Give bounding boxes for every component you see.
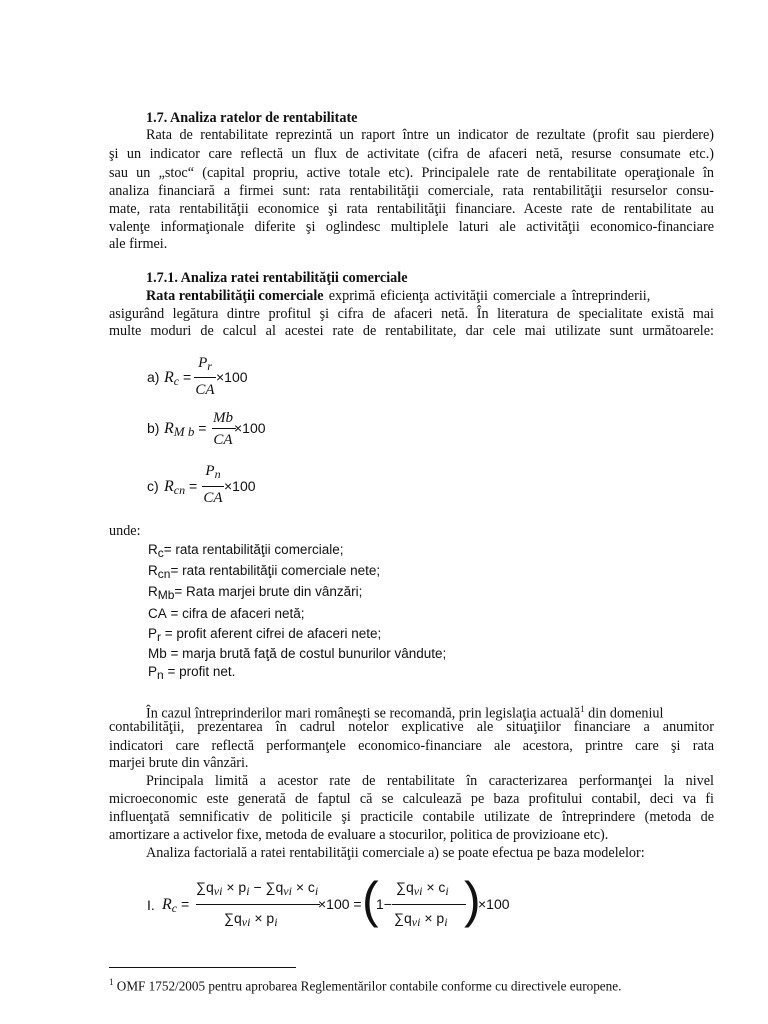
footnote-text: OMF 1752/2005 pentru aprobarea Reglementărilor contabile conforme cu directivele europene. [113,978,622,994]
para2-line: multe moduri de calcul al acestei rate de rentabilitate, dar cele mai utilizate sunt următoarele: [109,323,714,339]
para3-line: contabilităţii, prezentarea în cadrul notelor explicative ale situaţiilor financiare a anumitor [109,719,714,735]
left-paren: ( [362,872,379,928]
definition-item: $R_c=$ rata rentabilităţii comerciale; [148,542,344,560]
para2-line: asigurând legătura dintre profitul şi cifra de afaceri netă. În literatura de specialitate există mai [109,306,714,322]
formula-c-multiplier: ×100 [224,478,256,494]
formula-b-lhs: $R_{M b}$ = [164,420,207,439]
para5-line: Analiza factorială a ratei rentabilităţii comerciale a) se poate efectua pe baza modelelor: [146,845,645,861]
para3-line: În cazul întreprinderilor mari româneşti se recomandă, prin legislaţia actuală$^1$ din domeniul [146,704,664,722]
formula-c-label: c) [147,478,159,494]
intro-line: Rata de rentabilitate reprezintă un raport între un indicator de rezultate (profit sau pierdere) [146,127,714,143]
model-multiplier-eq: ×100 = [318,896,362,912]
definition-item: $R_{Mb}=$ Rata marjei brute din vânzări; [148,584,363,602]
intro-line: ale firmei. [109,236,168,252]
formula-a-label: a) [147,369,160,385]
intro-line: şi un indicator care reflectă un flux de activitate (cifra de afaceri netă, resurse consumate etc.) [109,146,714,162]
intro-line: analiza financiară a firmei sunt: rata rentabilităţii comerciale, rata rentabilităţii resurselor consu- [109,183,714,199]
formula-a-numerator: $P_r$ [198,355,212,373]
section-heading: 1.7. Analiza ratelor de rentabilitate [146,110,358,126]
right-paren: ) [464,872,481,928]
definition-item: $P_r$ = profit aferent cifrei de afaceri nete; [148,626,382,644]
definition-item: Mb = marja brută faţă de costul bunurilor vândute; [148,646,447,661]
formula-c-lhs: $R_{cn}$ = [164,478,198,497]
model-multiplier-2: ×100 [478,896,510,912]
footnote-mark: 1 [109,977,114,987]
model-label: I. [147,897,155,913]
intro-line: sau un „stoc“ (capital propriu, active totale etc). Principalele rate de rentabilitate operaţionale în [109,165,714,181]
formula-b-numerator: Mb [213,410,233,426]
para4-line: Principala limită a acestor rate de rentabilitate în caracterizarea performanţei la nivel [146,773,714,789]
definition-item: CA = cifra de afaceri netă; [148,606,305,621]
footnote [109,973,621,995]
formula-a-lhs: $R_c$ = [164,369,192,388]
fraction-bar [194,377,216,378]
para3-line: indicatori care reflectă performanţele economico-financiare ale acestora, printre care şi rata [109,738,714,754]
footnote-ref: 1 [580,704,585,714]
term-bold: Rata rentabilităţii comerciale [146,288,324,304]
definition-item: $P_n$ = profit net. [148,664,236,682]
fraction-bar [392,904,466,905]
model-numerator-2: $\sum q_{vi} \times c_i$ [396,879,449,898]
model-denominator: $\sum q_{vi} \times p_i$ [224,910,278,929]
fraction-bar [212,428,236,429]
para4-line: microeconomic este generată de faptul că se calculează pe baza profitului contabil, deci va fi [109,791,714,807]
formula-a-multiplier: ×100 [216,369,248,385]
definition-item: $R_{cn}=$ rata rentabilităţii comerciale nete; [148,563,381,581]
formula-b-denominator: CA [213,432,233,448]
intro-line: valenţe informaţionale diferite şi oglindesc multiplele laturi ale activităţii economico-financiare [109,219,714,235]
para2-rest: exprimă eficienţa activităţii comerciale a întreprinderii, [323,288,651,304]
model-denominator-2: $\sum q_{vi} \times p_i$ [394,910,448,929]
fraction-bar [196,904,320,905]
formula-c-denominator: CA [203,490,223,506]
para4-line: influenţată semnificativ de politicile şi practicile contabile utilizate de întreprindere (metoda de [109,809,714,825]
para4-line: amortizare a activelor fixe, metoda de evaluare a stocurilor, politica de provizioane etc). [109,827,609,843]
footnote-rule [109,967,296,968]
unde-label: unde: [109,523,141,539]
intro-line: mate, rata rentabilităţii economice şi rata rentabilităţii financiare. Aceste rate de rentabilitate au [109,201,714,217]
fraction-bar [202,486,224,487]
model-numerator: $\sum q_{vi} \times p_i - \sum q_{vi} \times c_i$ [196,879,319,898]
formula-c-numerator: $P_n$ [205,463,221,481]
subsection-heading: 1.7.1. Analiza ratei rentabilităţii comerciale [146,270,408,286]
para3-line: marjei brute din vânzări. [109,755,249,771]
formula-b-label: b) [147,420,160,436]
model-one-minus: 1− [376,896,392,912]
formula-a-denominator: CA [195,382,215,398]
model-lhs: $R_c$ = [162,896,190,915]
formula-b-multiplier: ×100 [234,420,266,436]
para2-line [146,287,714,306]
